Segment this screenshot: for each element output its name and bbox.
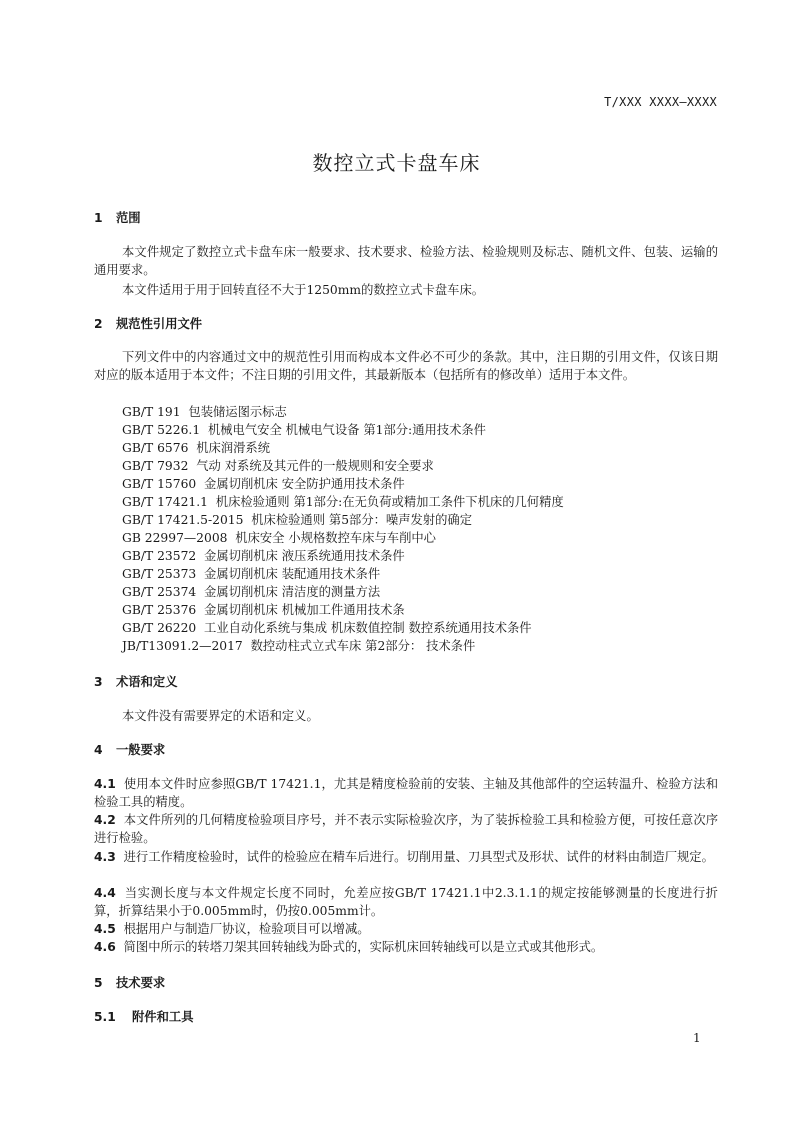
clause-text: 根据用户与制造厂协议，检验项目可以增减。 bbox=[123, 922, 370, 936]
clause-number: 4.2 bbox=[94, 813, 116, 827]
subsection-title: 附件和工具 bbox=[132, 1010, 194, 1024]
reference-item: GB/T 15760 金属切削机床 安全防护通用技术条件 bbox=[122, 477, 405, 491]
section-title: 技术要求 bbox=[116, 976, 166, 990]
section-heading-scope bbox=[94, 209, 141, 227]
clause-4-5 bbox=[94, 920, 718, 938]
section-heading-general-requirements bbox=[94, 741, 165, 759]
subsection-number: 5.1 bbox=[94, 1010, 116, 1024]
reference-item: GB/T 191 包装储运图示标志 bbox=[122, 405, 287, 419]
clause-4-4 bbox=[94, 884, 718, 920]
clause-4-6 bbox=[94, 938, 718, 956]
clause-text: 进行工作精度检验时，试件的检验应在精车后进行。切削用量、刀具型式及形状、试件的材料由制造厂规定。 bbox=[123, 850, 714, 864]
reference-item: GB/T 23572 金属切削机床 液压系统通用技术条件 bbox=[122, 549, 405, 563]
clause-text: 本文件所列的几何精度检验项目序号，并不表示实际检验次序，为了装拆检验工具和检验方便，可按任意次序进行检验。 bbox=[94, 813, 718, 845]
reference-item: GB/T 6576 机床润滑系统 bbox=[122, 441, 271, 455]
page-number: 1 bbox=[693, 1031, 701, 1045]
reference-item: GB 22997—2008 机床安全 小规格数控车床与车削中心 bbox=[122, 531, 436, 545]
reference-item: GB/T 25373 金属切削机床 装配通用技术条件 bbox=[122, 567, 381, 581]
reference-item: GB/T 17421.1 机床检验通则 第1部分:在无负荷或精加工条件下机床的几何精度 bbox=[122, 495, 564, 509]
section-title: 术语和定义 bbox=[116, 675, 178, 689]
reference-item: GB/T 25374 金属切削机床 清洁度的测量方法 bbox=[122, 585, 381, 599]
section-title: 规范性引用文件 bbox=[116, 317, 203, 331]
clause-4-1 bbox=[94, 775, 718, 811]
reference-item: GB/T 25376 金属切削机床 机械加工件通用技术条 bbox=[122, 603, 405, 617]
section-heading-terms bbox=[94, 673, 178, 691]
standard-code: T/XXX XXXX—XXXX bbox=[604, 95, 717, 109]
clause-text: 简图中所示的转塔刀架其回转轴线为卧式的，实际机床回转轴线可以是立式或其他形式。 bbox=[123, 940, 604, 954]
clause-number: 4.4 bbox=[94, 886, 116, 900]
clause-number: 4.3 bbox=[94, 850, 116, 864]
clause-text: 使用本文件时应参照GB/T 17421.1，尤其是精度检验前的安装、主轴及其他部件的空运转温升、检验方法和检验工具的精度。 bbox=[94, 777, 718, 809]
section-heading-normative-references bbox=[94, 315, 202, 333]
paragraph: 本文件适用于用于回转直径不大于1250mm的数控立式卡盘车床。 bbox=[122, 283, 485, 297]
reference-item: JB/T13091.2—2017 数控动柱式立式车床 第2部分： 技术条件 bbox=[122, 639, 476, 653]
clause-text: 当实测长度与本文件规定长度不同时，允差应按GB/T 17421.1中2.3.1.1的规定按能够测量的长度进行折算，折算结果小于0.005mm时，仍按0.005mm计。 bbox=[94, 886, 718, 918]
section-number: 1 bbox=[94, 211, 103, 225]
document-title: 数控立式卡盘车床 bbox=[312, 151, 481, 175]
section-title: 范围 bbox=[116, 211, 141, 225]
clause-number: 4.1 bbox=[94, 777, 116, 791]
paragraph: 下列文件中的内容通过文中的规范性引用而构成本文件必不可少的条款。其中，注日期的引用文件，仅该日期对应的版本适用于本文件；不注日期的引用文件，其最新版本（包括所有的修改单）适用于本文件。 bbox=[94, 350, 718, 382]
subsection-heading-accessories bbox=[94, 1008, 194, 1026]
section-title: 一般要求 bbox=[116, 743, 166, 757]
section-heading-technical-requirements bbox=[94, 974, 165, 992]
clause-4-3 bbox=[94, 848, 718, 866]
paragraph: 本文件规定了数控立式卡盘车床一般要求、技术要求、检验方法、检验规则及标志、随机文件、包装、运输的通用要求。 bbox=[94, 245, 718, 277]
reference-item: GB/T 5226.1 机械电气安全 机械电气设备 第1部分:通用技术条件 bbox=[122, 423, 486, 437]
reference-item: GB/T 26220 工业自动化系统与集成 机床数值控制 数控系统通用技术条件 bbox=[122, 621, 532, 635]
section-number: 5 bbox=[94, 976, 103, 990]
clause-4-2 bbox=[94, 811, 718, 847]
section-number: 2 bbox=[94, 317, 103, 331]
clause-number: 4.6 bbox=[94, 940, 116, 954]
paragraph: 本文件没有需要界定的术语和定义。 bbox=[122, 709, 319, 723]
section-number: 3 bbox=[94, 675, 103, 689]
section-number: 4 bbox=[94, 743, 103, 757]
reference-item: GB/T 17421.5-2015 机床检验通则 第5部分：噪声发射的确定 bbox=[122, 513, 473, 527]
reference-item: GB/T 7932 气动 对系统及其元件的一般规则和安全要求 bbox=[122, 459, 434, 473]
clause-number: 4.5 bbox=[94, 922, 116, 936]
